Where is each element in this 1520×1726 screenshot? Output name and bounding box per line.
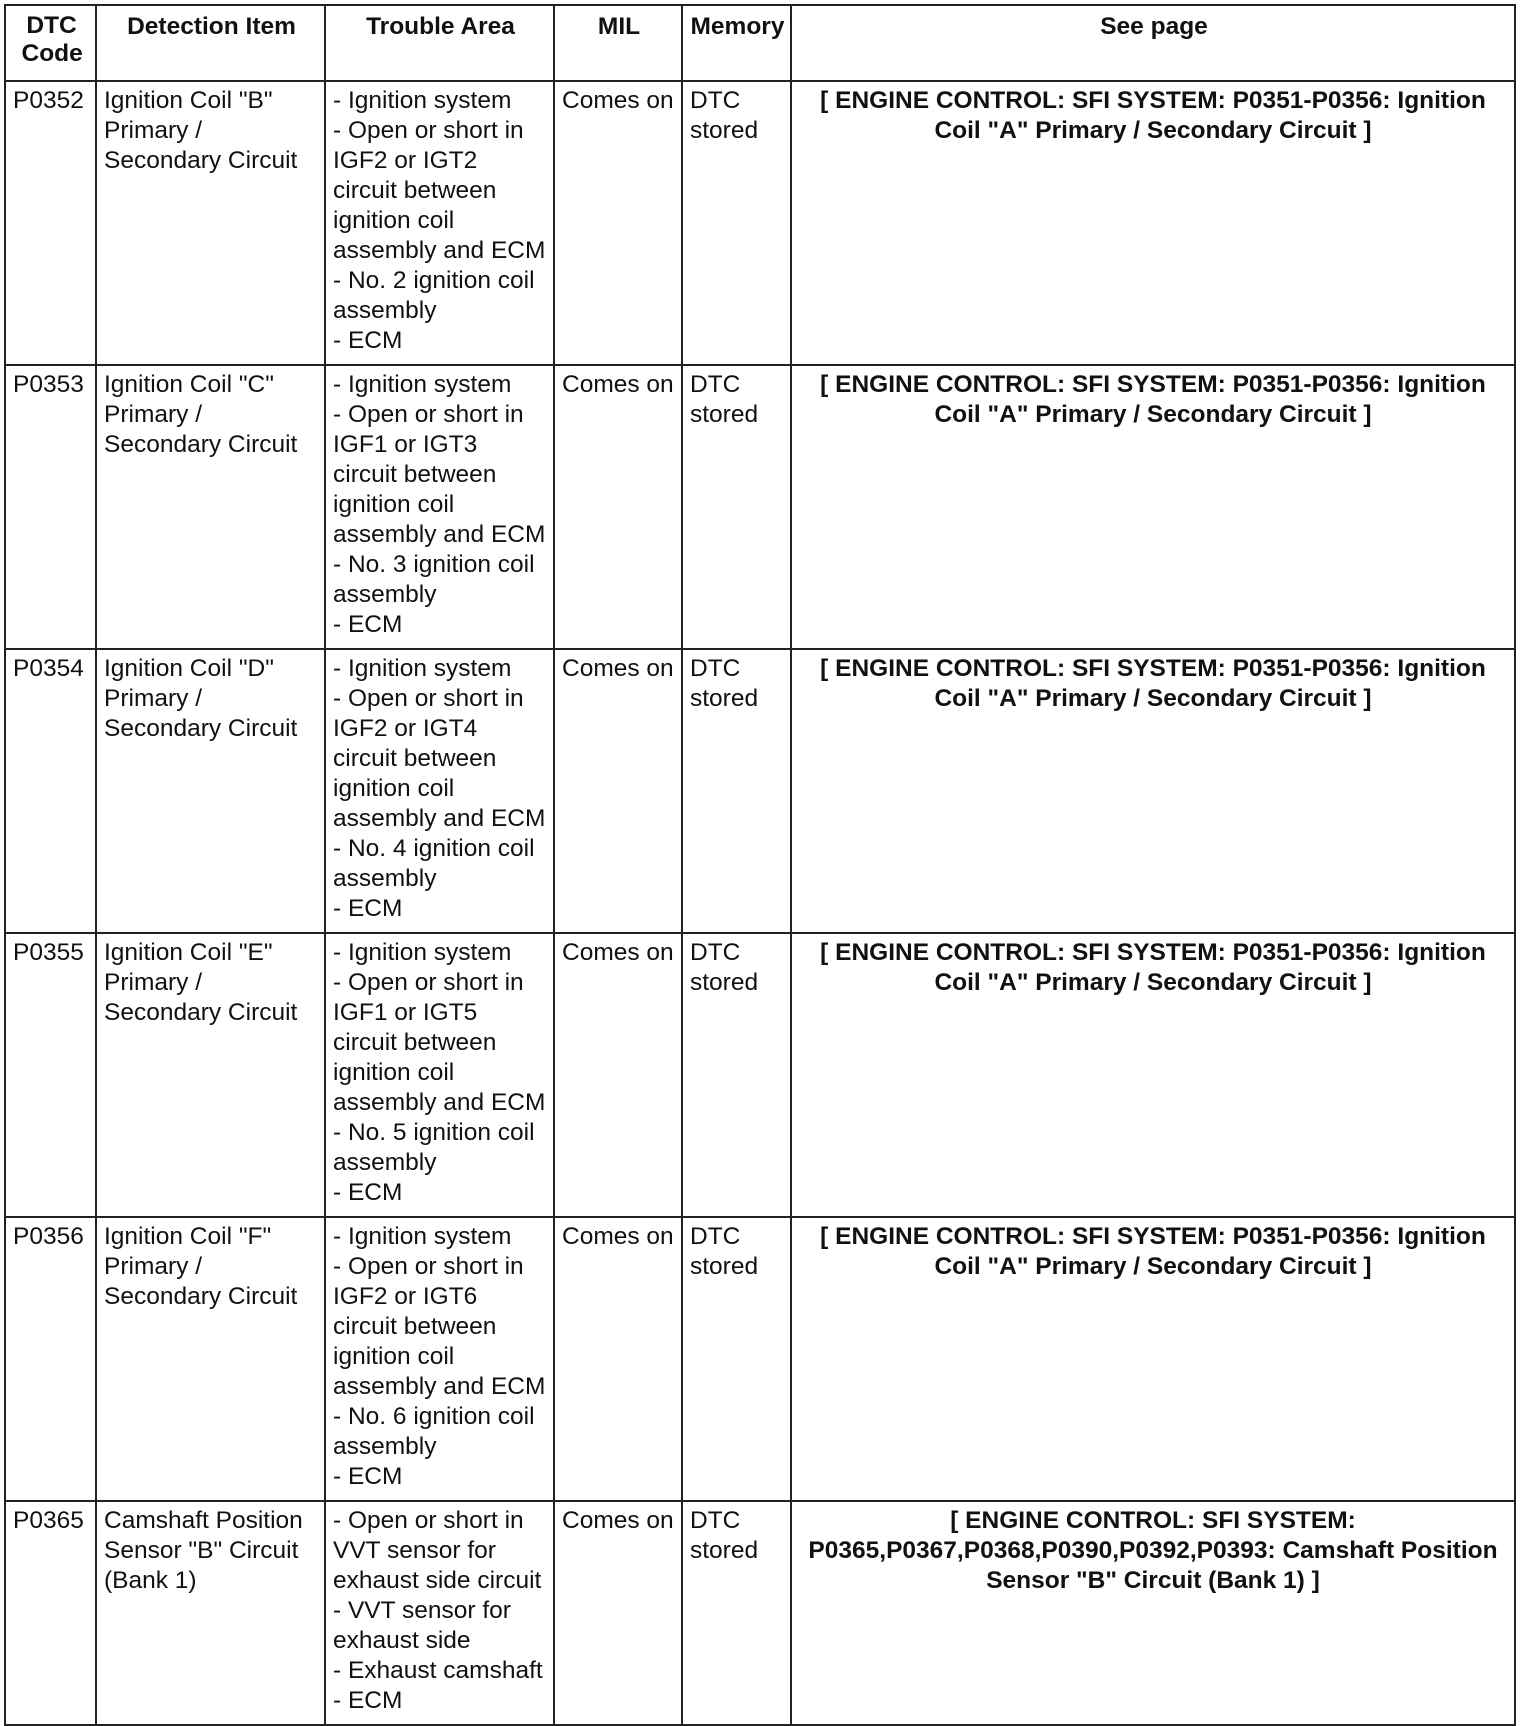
see-page-cell — [791, 933, 1515, 1217]
trouble-area-line: assembly and ECM — [333, 521, 546, 548]
trouble-area-line: ignition coil — [333, 207, 455, 234]
memory-line: stored — [690, 117, 759, 144]
trouble-area-line: - Open or short in — [333, 685, 524, 712]
trouble-area-line: - Ignition system — [333, 1223, 512, 1250]
memory-cell — [682, 1217, 791, 1501]
mil-cell: Comes on — [554, 81, 682, 365]
dtc-code-cell: P0354 — [5, 649, 96, 933]
memory-line: DTC — [690, 1507, 741, 1534]
dtc-code-cell: P0365 — [5, 1501, 96, 1725]
trouble-area-line: VVT sensor for — [333, 1537, 496, 1564]
memory-line: stored — [690, 1253, 759, 1280]
table-row — [5, 649, 1515, 933]
see-page-cell — [791, 365, 1515, 649]
dtc-code-cell: P0355 — [5, 933, 96, 1217]
mil-cell: Comes on — [554, 933, 682, 1217]
see-page-line: Coil "A" Primary / Secondary Circuit ] — [934, 401, 1372, 428]
header-row — [5, 5, 1515, 81]
trouble-area-line: assembly — [333, 1149, 437, 1176]
see-page-line: [ ENGINE CONTROL: SFI SYSTEM: P0351-P0356: Ignition — [820, 1223, 1486, 1250]
detection-item-line: Sensor "B" Circuit — [104, 1537, 299, 1564]
see-page-line: [ ENGINE CONTROL: SFI SYSTEM: — [950, 1507, 1356, 1534]
detection-item-line: Primary / — [104, 685, 202, 712]
detection-item-line: Ignition Coil "D" — [104, 655, 274, 682]
see-page-cell — [791, 1217, 1515, 1501]
detection-item-line: Secondary Circuit — [104, 999, 298, 1026]
trouble-area-line: IGF2 or IGT4 — [333, 715, 478, 742]
trouble-area-line: assembly and ECM — [333, 1089, 546, 1116]
trouble-area-line: ignition coil — [333, 1343, 455, 1370]
detection-item-line: Camshaft Position — [104, 1507, 303, 1534]
see-page-line: Coil "A" Primary / Secondary Circuit ] — [934, 117, 1372, 144]
trouble-area-line: - No. 6 ignition coil — [333, 1403, 535, 1430]
trouble-area-line: circuit between — [333, 1029, 497, 1056]
trouble-area-line: - ECM — [333, 327, 403, 354]
memory-cell — [682, 365, 791, 649]
see-page-line: P0365,P0367,P0368,P0390,P0392,P0393: Camshaft Position — [808, 1537, 1498, 1564]
trouble-area-line: exhaust side circuit — [333, 1567, 542, 1594]
dtc-code-cell: P0356 — [5, 1217, 96, 1501]
memory-line: stored — [690, 401, 759, 428]
header-mil: MIL — [554, 5, 682, 81]
detection-item-line: Ignition Coil "E" — [104, 939, 273, 966]
trouble-area-line: - ECM — [333, 611, 403, 638]
trouble-area-line: - Open or short in — [333, 117, 524, 144]
table-row — [5, 1217, 1515, 1501]
memory-cell — [682, 1501, 791, 1725]
detection-item-line: Secondary Circuit — [104, 1283, 298, 1310]
trouble-area-line: - No. 2 ignition coil — [333, 267, 535, 294]
trouble-area-line: circuit between — [333, 1313, 497, 1340]
detection-item-line: Primary / — [104, 969, 202, 996]
memory-cell — [682, 649, 791, 933]
memory-line: DTC — [690, 371, 741, 398]
trouble-area-line: circuit between — [333, 745, 497, 772]
trouble-area-line: - ECM — [333, 1687, 403, 1714]
detection-item-line: Ignition Coil "F" — [104, 1223, 272, 1250]
trouble-area-cell — [325, 1217, 554, 1501]
trouble-area-line: - Open or short in — [333, 1253, 524, 1280]
detection-item-line: Primary / — [104, 401, 202, 428]
detection-item-line: Primary / — [104, 117, 202, 144]
see-page-line: [ ENGINE CONTROL: SFI SYSTEM: P0351-P0356: Ignition — [820, 655, 1486, 682]
trouble-area-line: assembly and ECM — [333, 237, 546, 264]
trouble-area-cell — [325, 1501, 554, 1725]
detection-item-cell — [96, 81, 325, 365]
dtc-table — [4, 4, 1516, 1726]
trouble-area-line: IGF1 or IGT5 — [333, 999, 478, 1026]
header-detection-item: Detection Item — [96, 5, 325, 81]
see-page-line: Sensor "B" Circuit (Bank 1) ] — [986, 1567, 1320, 1594]
see-page-cell — [791, 649, 1515, 933]
see-page-cell — [791, 81, 1515, 365]
trouble-area-line: assembly and ECM — [333, 805, 546, 832]
trouble-area-line: IGF2 or IGT2 — [333, 147, 478, 174]
see-page-line: Coil "A" Primary / Secondary Circuit ] — [934, 969, 1372, 996]
detection-item-line: Secondary Circuit — [104, 715, 298, 742]
header-see-page: See page — [791, 5, 1515, 81]
memory-line: stored — [690, 685, 759, 712]
header-trouble-area: Trouble Area — [325, 5, 554, 81]
trouble-area-line: assembly — [333, 865, 437, 892]
trouble-area-line: - Ignition system — [333, 87, 512, 114]
trouble-area-line: - Exhaust camshaft — [333, 1657, 543, 1684]
memory-line: DTC — [690, 87, 741, 114]
trouble-area-line: assembly and ECM — [333, 1373, 546, 1400]
trouble-area-line: - Ignition system — [333, 371, 512, 398]
see-page-line: [ ENGINE CONTROL: SFI SYSTEM: P0351-P0356: Ignition — [820, 939, 1486, 966]
trouble-area-line: assembly — [333, 297, 437, 324]
table-header — [5, 5, 1515, 81]
trouble-area-line: ignition coil — [333, 491, 455, 518]
trouble-area-line: - No. 5 ignition coil — [333, 1119, 535, 1146]
table-body — [5, 81, 1515, 1725]
table-row — [5, 365, 1515, 649]
mil-cell: Comes on — [554, 365, 682, 649]
see-page-line: [ ENGINE CONTROL: SFI SYSTEM: P0351-P0356: Ignition — [820, 87, 1486, 114]
trouble-area-line: assembly — [333, 1433, 437, 1460]
detection-item-cell — [96, 1217, 325, 1501]
detection-item-line: Secondary Circuit — [104, 147, 298, 174]
trouble-area-line: - Ignition system — [333, 655, 512, 682]
detection-item-line: Ignition Coil "C" — [104, 371, 274, 398]
memory-line: DTC — [690, 655, 741, 682]
table-row — [5, 81, 1515, 365]
table-row — [5, 1501, 1515, 1725]
see-page-cell — [791, 1501, 1515, 1725]
trouble-area-line: exhaust side — [333, 1627, 471, 1654]
mil-cell: Comes on — [554, 1501, 682, 1725]
detection-item-line: (Bank 1) — [104, 1567, 197, 1594]
trouble-area-line: - Open or short in — [333, 1507, 524, 1534]
memory-cell — [682, 933, 791, 1217]
trouble-area-line: - ECM — [333, 895, 403, 922]
trouble-area-line: IGF1 or IGT3 — [333, 431, 478, 458]
trouble-area-line: - Ignition system — [333, 939, 512, 966]
detection-item-cell — [96, 365, 325, 649]
trouble-area-cell — [325, 81, 554, 365]
detection-item-line: Primary / — [104, 1253, 202, 1280]
trouble-area-cell — [325, 365, 554, 649]
table-row — [5, 933, 1515, 1217]
memory-line: stored — [690, 1537, 759, 1564]
header-dtc-code-label: DTC Code — [21, 12, 83, 67]
trouble-area-line: circuit between — [333, 461, 497, 488]
trouble-area-line: - No. 4 ignition coil — [333, 835, 535, 862]
trouble-area-line: - ECM — [333, 1179, 403, 1206]
mil-cell: Comes on — [554, 1217, 682, 1501]
trouble-area-line: circuit between — [333, 177, 497, 204]
trouble-area-line: - VVT sensor for — [333, 1597, 511, 1624]
trouble-area-line: assembly — [333, 581, 437, 608]
trouble-area-line: - Open or short in — [333, 969, 524, 996]
mil-cell: Comes on — [554, 649, 682, 933]
trouble-area-line: - No. 3 ignition coil — [333, 551, 535, 578]
memory-cell — [682, 81, 791, 365]
dtc-code-cell: P0352 — [5, 81, 96, 365]
trouble-area-cell — [325, 649, 554, 933]
header-memory: Memory — [682, 5, 791, 81]
header-dtc-code — [5, 5, 96, 81]
detection-item-cell — [96, 649, 325, 933]
detection-item-line: Secondary Circuit — [104, 431, 298, 458]
trouble-area-line: - Open or short in — [333, 401, 524, 428]
detection-item-line: Ignition Coil "B" — [104, 87, 273, 114]
see-page-line: Coil "A" Primary / Secondary Circuit ] — [934, 1253, 1372, 1280]
trouble-area-line: ignition coil — [333, 775, 455, 802]
detection-item-cell — [96, 933, 325, 1217]
dtc-code-cell: P0353 — [5, 365, 96, 649]
memory-line: DTC — [690, 939, 741, 966]
trouble-area-line: IGF2 or IGT6 — [333, 1283, 478, 1310]
trouble-area-line: - ECM — [333, 1463, 403, 1490]
trouble-area-line: ignition coil — [333, 1059, 455, 1086]
detection-item-cell — [96, 1501, 325, 1725]
trouble-area-cell — [325, 933, 554, 1217]
memory-line: stored — [690, 969, 759, 996]
memory-line: DTC — [690, 1223, 741, 1250]
see-page-line: [ ENGINE CONTROL: SFI SYSTEM: P0351-P0356: Ignition — [820, 371, 1486, 398]
see-page-line: Coil "A" Primary / Secondary Circuit ] — [934, 685, 1372, 712]
